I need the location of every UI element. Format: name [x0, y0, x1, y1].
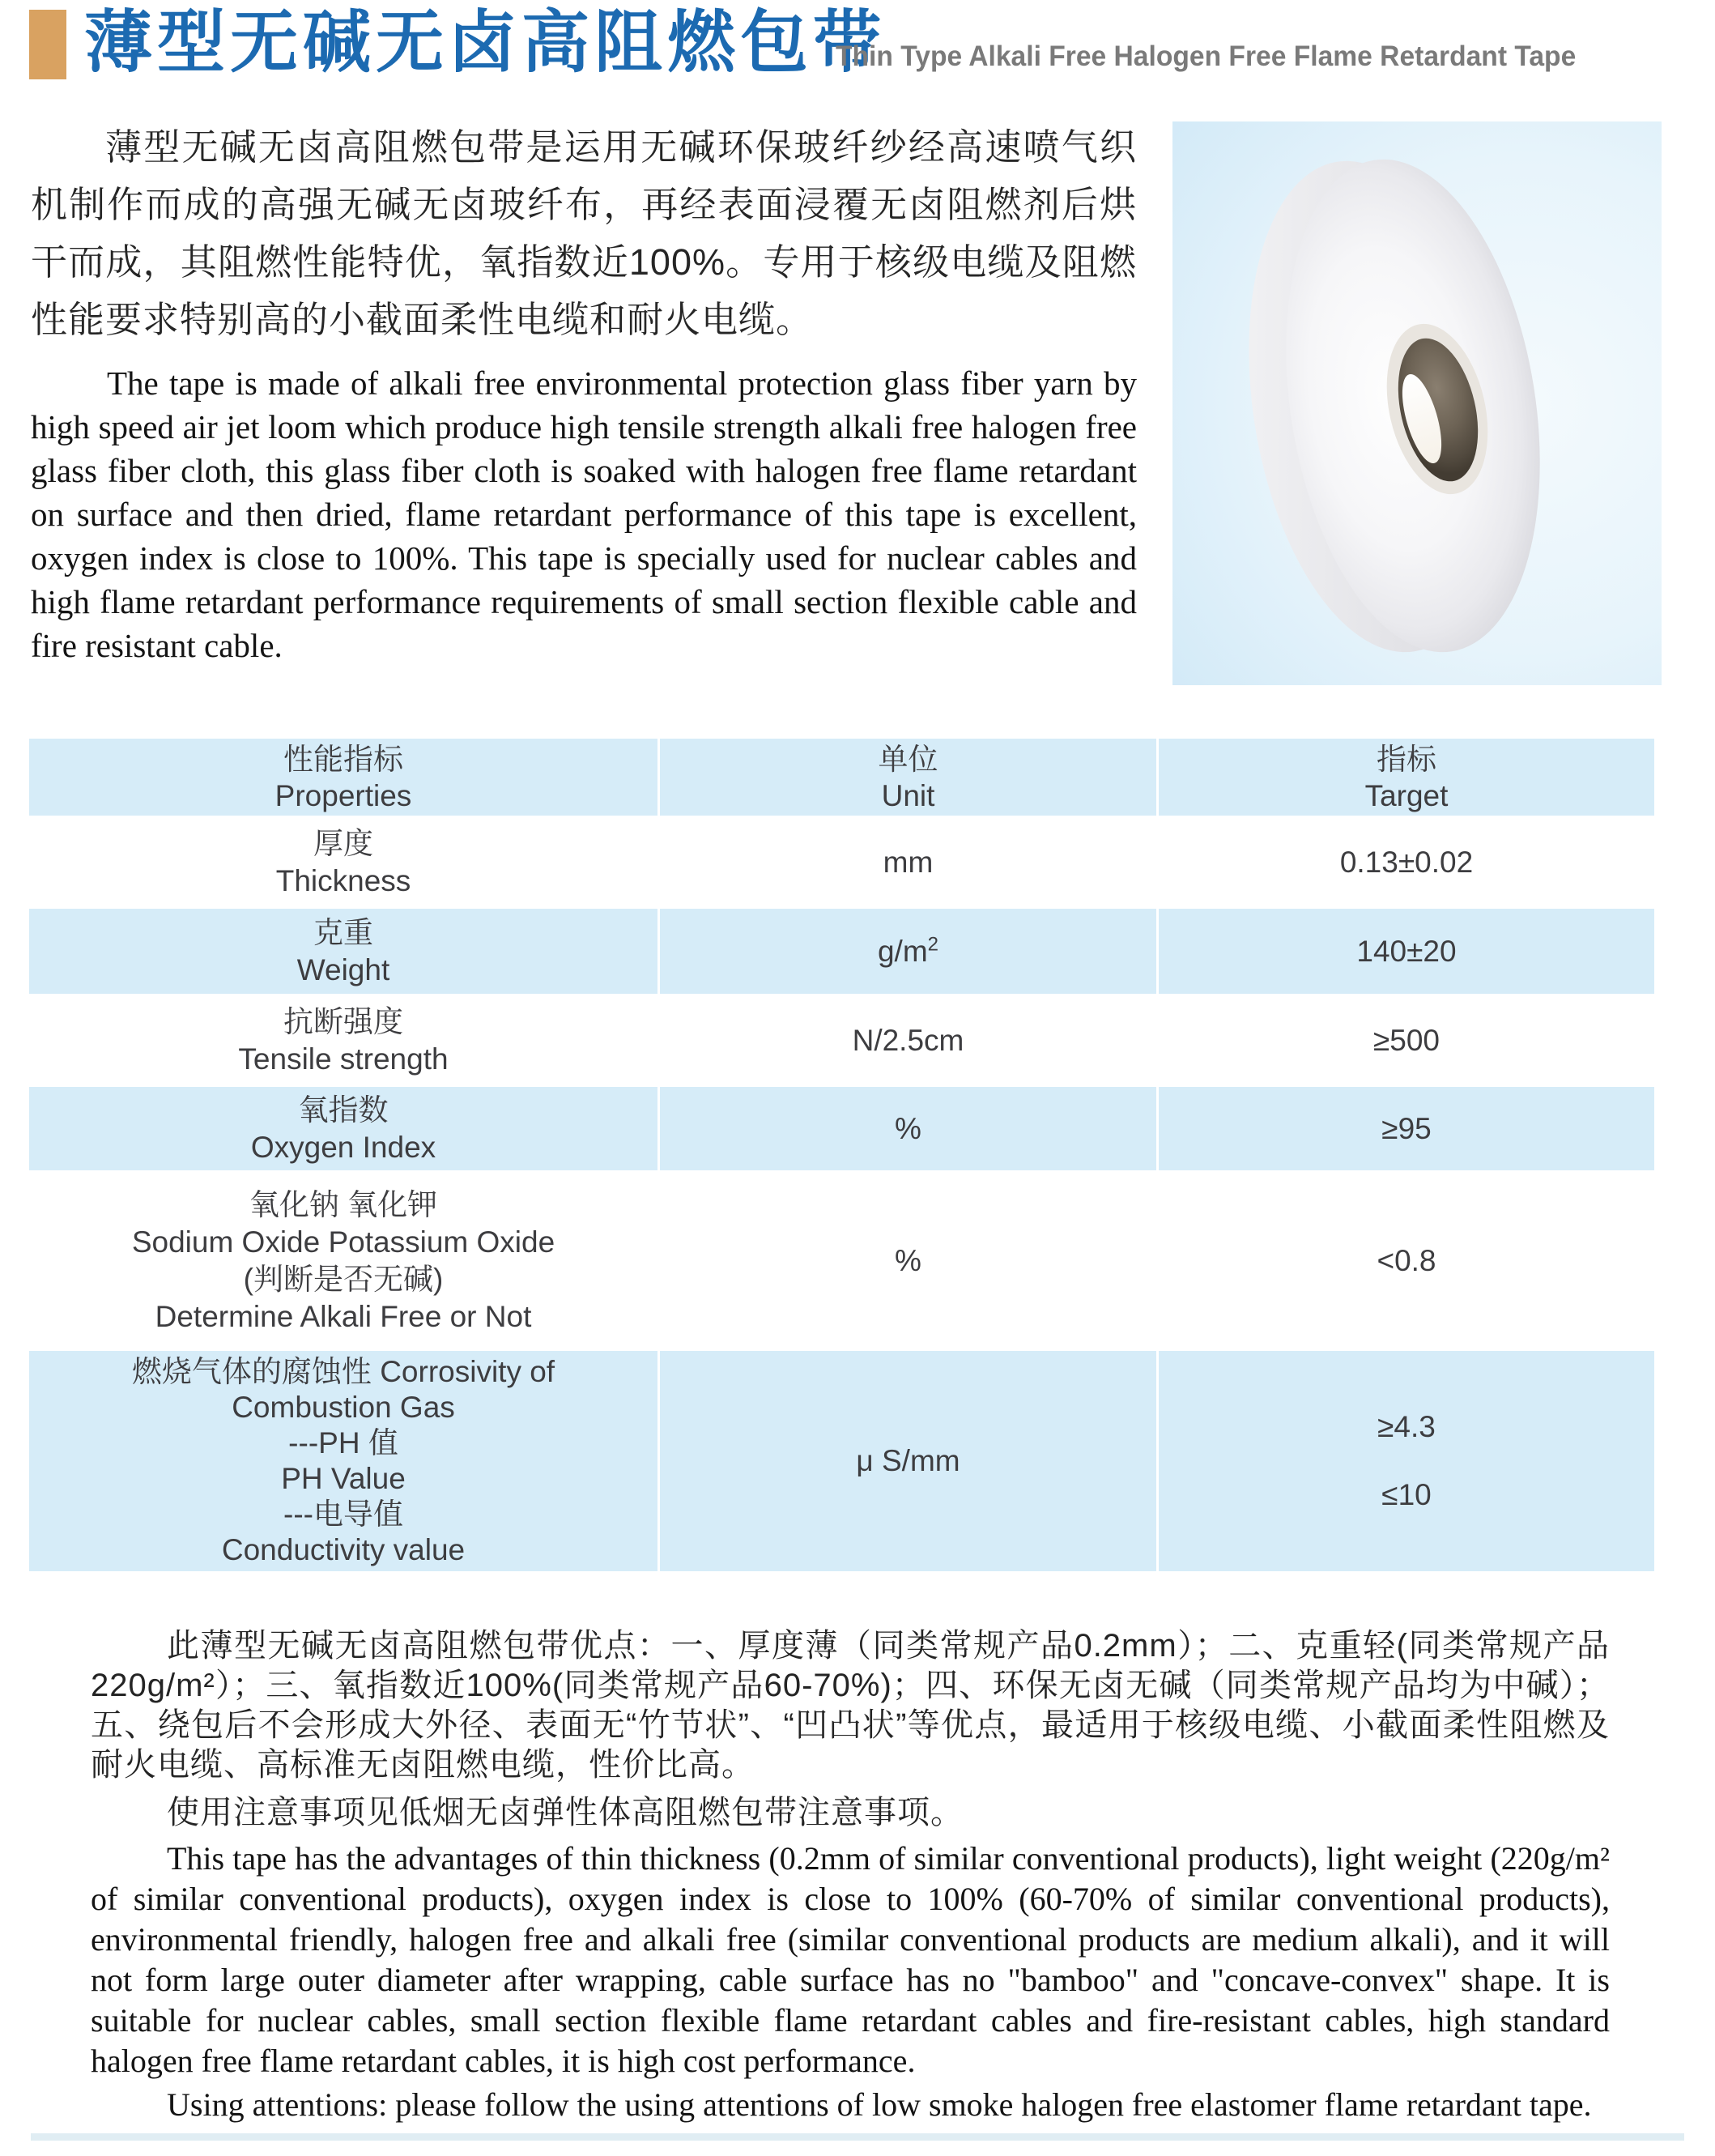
title-accent-bar — [29, 10, 66, 79]
spec-target-value: ≤10 — [1381, 1478, 1432, 1511]
advantages-block-en — [91, 1839, 1610, 2125]
page-title-zh: 薄型无碱无卤高阻燃包带 — [84, 4, 887, 80]
footer-divider-bar — [31, 2133, 1684, 2141]
spec-property-cell — [29, 1173, 657, 1349]
spec-property-line: ---电导值 — [283, 1498, 403, 1531]
intro-paragraph-en: The tape is made of alkali free environmental protection glass fiber yarn by high speed air jet loom which produce high tensile strength alkali free halogen free glass fiber cloth, this glass fiber cloth is soaked with halogen free flame retardant on surface and then dried, flame retardant performance of this tape is excellent, oxygen index is close to 100%. This tape is specially used for nuclear cables and high flame retardant performance requirements of small section flexible cable and fire resistant cable. — [31, 364, 1137, 664]
spec-property-line: 克重 — [313, 915, 373, 949]
spec-unit-value: % — [895, 1243, 921, 1277]
spec-unit-value: N/2.5cm — [852, 1023, 964, 1057]
spec-unit-cell — [660, 1087, 1156, 1170]
spec-property-line: Weight — [296, 952, 390, 986]
advantages-block-zh — [91, 1626, 1610, 1833]
advantages-paragraph-en: This tape has the advantages of thin thickness (0.2mm of similar conventional products), light weight (220g/m² of similar conventional products), oxygen index is close to 100% (60-70% of similar conventional products), environmental friendly, halogen free and alkali free (similar conventional products are medium alkali), and it will not form large outer diameter after wrapping, cable surface has no "bamboo" and "concave-convex" shape. It is suitable for nuclear cables, small section flexible flame retardant cables and fire-resistant cables, high standard halogen free flame retardant cables, it is high cost performance. — [91, 1840, 1610, 2079]
spec-target-value: <0.8 — [1377, 1243, 1436, 1277]
spec-property-line: PH Value — [281, 1462, 406, 1495]
spec-target-value: 140±20 — [1356, 934, 1457, 968]
spec-col-header — [660, 739, 1156, 816]
intro-paragraph-zh: 薄型无碱无卤高阻燃包带是运用无碱环保玻纤纱经高速喷气织机制作而成的高强无碱无卤玻纤布，再经表面浸覆无卤阻燃剂后烘干而成，其阻燃性能特优，氧指数近100%。专用于核级电缆及阻燃性能要求特别高的小截面柔性电缆和耐火电缆。 — [31, 126, 1137, 340]
spec-unit-cell — [660, 1351, 1156, 1571]
spec-property-line: Tensile strength — [238, 1042, 449, 1076]
spec-unit-value: mm — [883, 845, 934, 879]
spec-property-cell — [29, 1087, 657, 1170]
spec-col-header-line: Unit — [881, 778, 935, 812]
spec-property-line: 厚度 — [313, 826, 373, 860]
spec-target-cell — [1159, 1351, 1654, 1571]
spec-unit-cell — [660, 1173, 1156, 1349]
spec-col-header — [1159, 739, 1654, 816]
page-title-en: Thin Type Alkali Free Halogen Free Flame Retardant Tape — [836, 40, 1577, 72]
spec-property-cell — [29, 996, 657, 1084]
spec-unit-value: % — [895, 1111, 921, 1145]
spec-target-value: ≥95 — [1381, 1111, 1432, 1145]
spec-target-cell — [1159, 996, 1654, 1084]
spec-property-line: 氧化钠 氧化钾 — [249, 1187, 438, 1221]
spec-col-header-line: Target — [1364, 778, 1449, 812]
spec-target-cell — [1159, 818, 1654, 906]
spec-target-value: ≥4.3 — [1377, 1410, 1436, 1443]
spec-property-line: Oxygen Index — [250, 1130, 436, 1164]
spec-target-value: ≥500 — [1372, 1023, 1441, 1057]
spec-target-value: 0.13±0.02 — [1339, 845, 1474, 879]
spec-col-header-line: 单位 — [878, 742, 938, 776]
spec-property-line: Conductivity value — [221, 1533, 466, 1566]
spec-property-line: ---PH 值 — [288, 1426, 398, 1459]
spec-col-header-line: Properties — [274, 778, 412, 812]
spec-property-line: Sodium Oxide Potassium Oxide — [131, 1225, 555, 1259]
spec-property-line: Determine Alkali Free or Not — [155, 1299, 532, 1333]
spec-col-header-line: 性能指标 — [283, 742, 403, 776]
spec-unit-superscript: 2 — [927, 933, 939, 956]
spec-col-header-line: 指标 — [1377, 742, 1436, 776]
spec-property-line: 抗断强度 — [283, 1004, 403, 1038]
product-photo — [1172, 121, 1662, 685]
spec-unit-cell — [660, 818, 1156, 906]
advantages-paragraph-zh: 此薄型无碱无卤高阻燃包带优点：一、厚度薄（同类常规产品0.2mm）；二、克重轻(同类常规产品220g/m²）；三、氧指数近100%(同类常规产品60-70%)；四、环保无卤无碱（同类常规产品均为中碱）；五、绕包后不会形成大外径、表面无“竹节状”、“凹凸状”等优点，最适用于核级电缆、小截面柔性阻燃及耐火电缆、高标准无卤阻燃电缆，性价比高。 — [91, 1628, 1610, 1783]
advantages-note-en: Using attentions: please follow the using attentions of low smoke halogen free elastomer flame retardant tape. — [167, 2086, 1592, 2123]
spec-property-line: (判断是否无碱) — [243, 1262, 444, 1296]
spec-unit-cell — [660, 996, 1156, 1084]
spec-table — [29, 739, 1654, 1571]
spec-unit-value: μ S/mm — [856, 1444, 960, 1477]
spec-target-cell — [1159, 909, 1654, 994]
spec-property-line: Combustion Gas — [232, 1391, 455, 1424]
spec-property-cell — [29, 818, 657, 906]
spec-property-cell — [29, 909, 657, 994]
advantages-note-zh: 使用注意事项见低烟无卤弹性体高阻燃包带注意事项。 — [167, 1795, 964, 1830]
spec-property-line: 燃烧气体的腐蚀性 Corrosivity of — [131, 1355, 555, 1388]
spec-unit-cell — [660, 909, 1156, 994]
spec-property-cell — [29, 1351, 657, 1571]
spec-property-line: 氧指数 — [298, 1093, 389, 1127]
spec-unit-value: $g/m^2$ — [877, 933, 939, 968]
spec-property-line: Thickness — [275, 863, 411, 897]
spec-target-cell — [1159, 1173, 1654, 1349]
spec-target-cell — [1159, 1087, 1654, 1170]
spec-col-header — [29, 739, 657, 816]
